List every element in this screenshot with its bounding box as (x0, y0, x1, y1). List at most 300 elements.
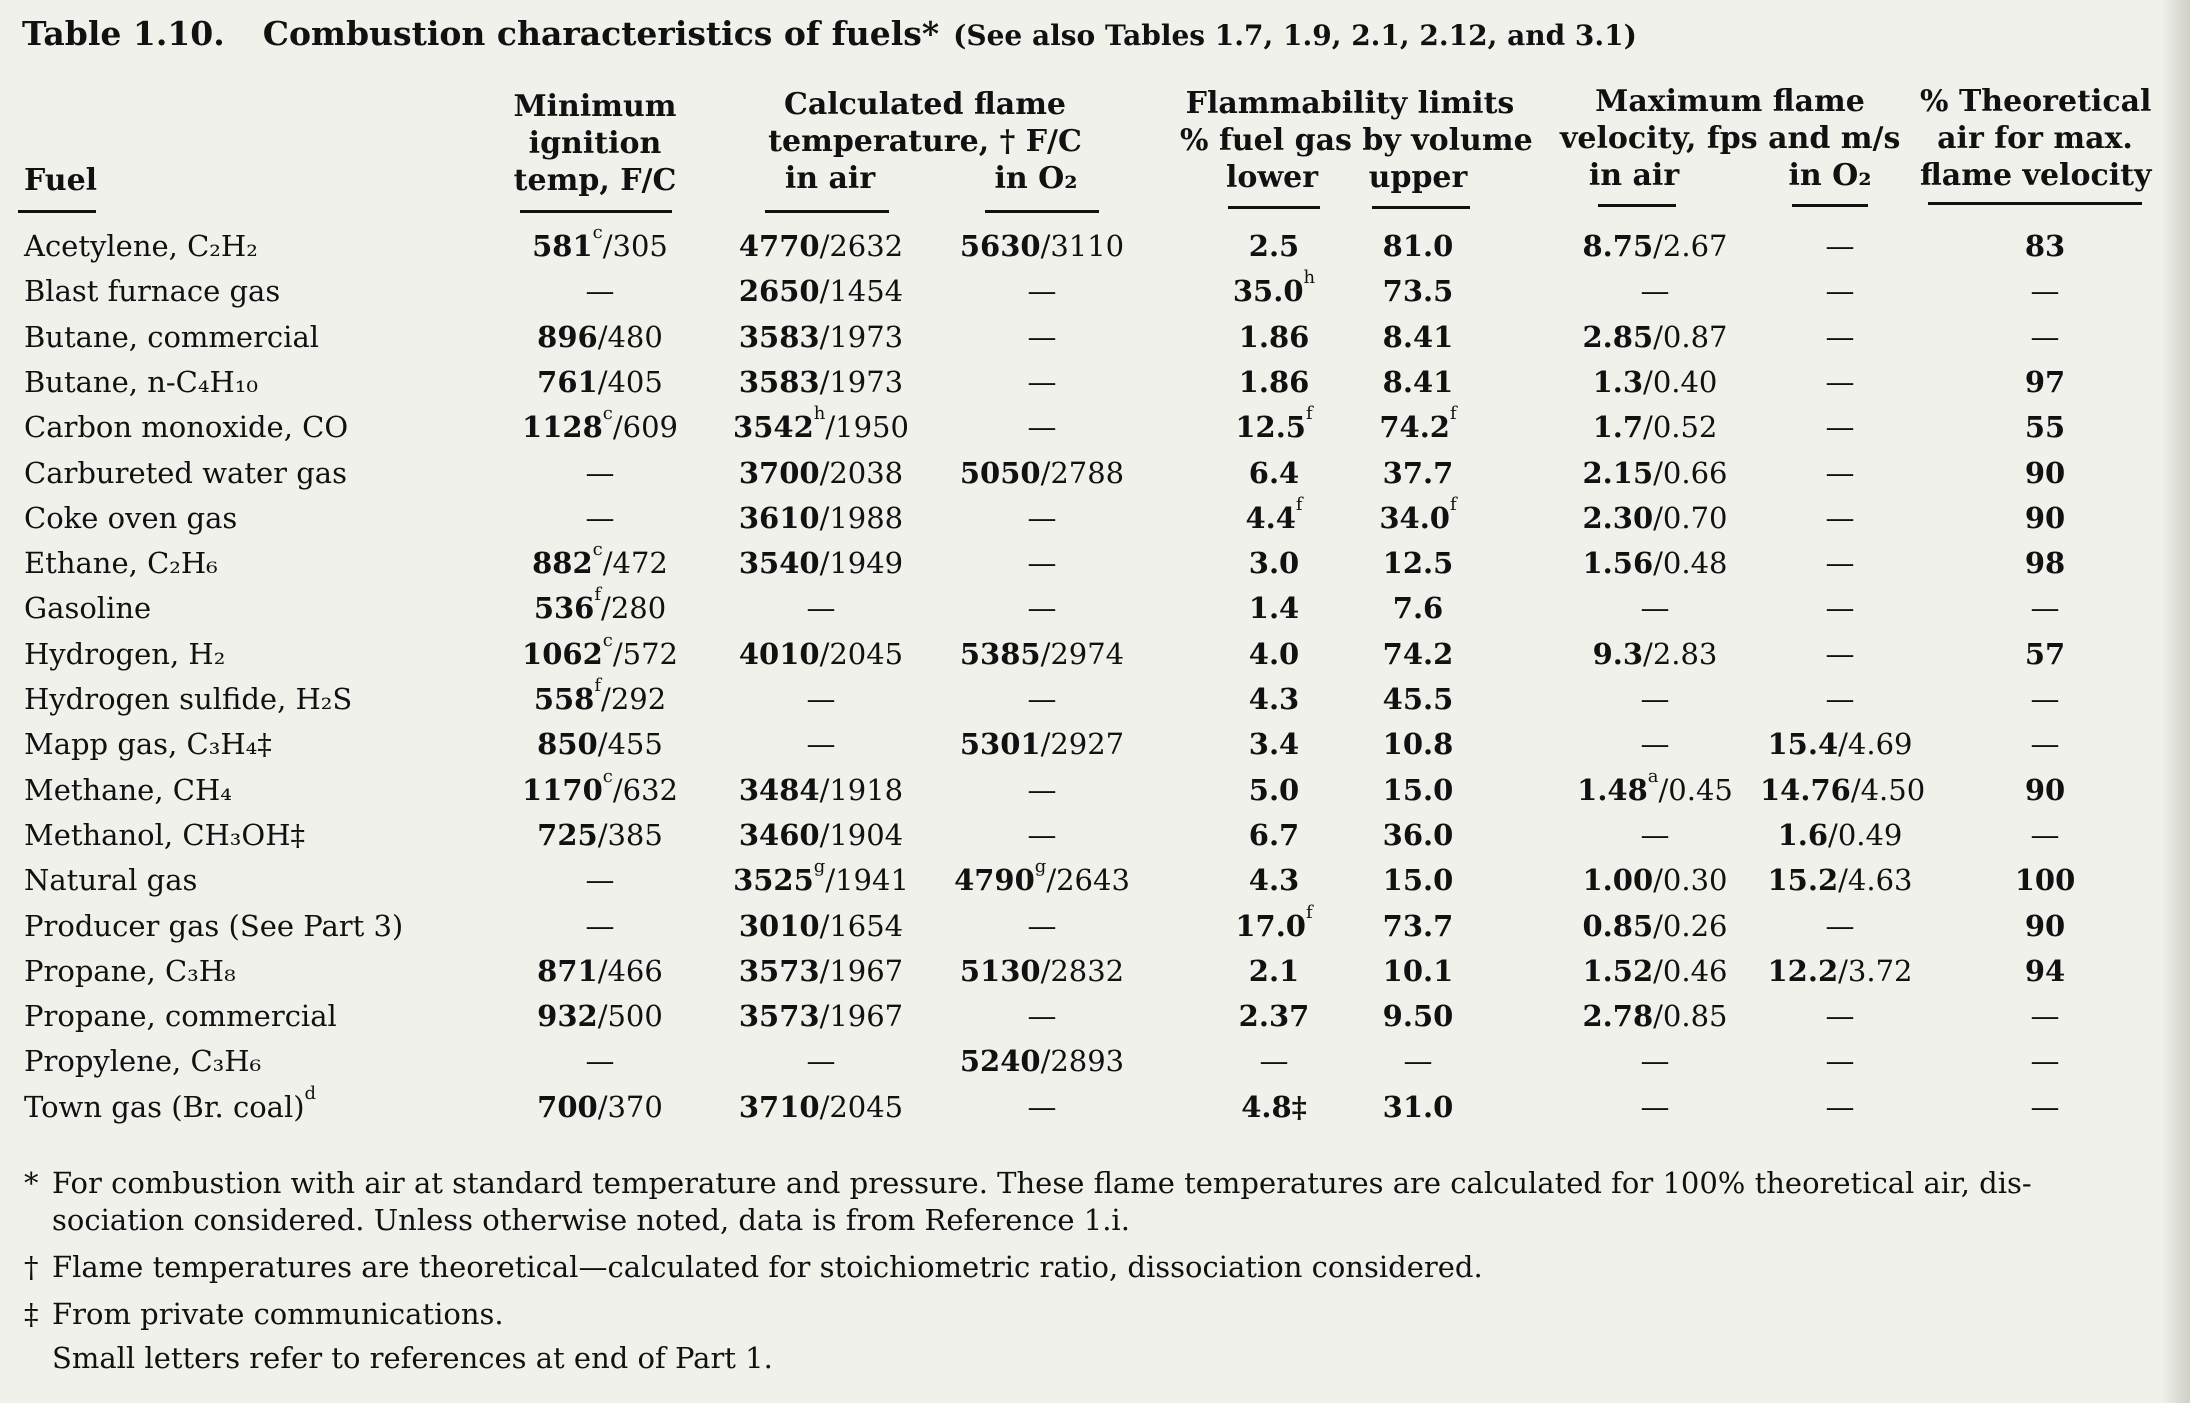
flame-temp-o2-cell (942, 588, 1142, 628)
flamm-upper-cell (1362, 634, 1474, 674)
table-number: Table 1.10. (22, 14, 225, 53)
velocity-o2-cell (1760, 498, 1920, 538)
flamm-upper-cell-reference: f (1449, 403, 1457, 425)
flame-temp-o2-cell-value: 5301 (959, 727, 1041, 762)
ignition-temp-cell (510, 403, 690, 447)
ignition-temp-cell-value: 536 (533, 591, 595, 626)
ignition-temp-cell-metric: /280 (601, 591, 667, 626)
ignition-temp-cell-reference: c (602, 765, 613, 787)
flamm-lower-cell-value: 1.86 (1238, 364, 1310, 399)
theoretical-air-cell (1990, 770, 2100, 810)
velocity-o2-cell (1760, 407, 1920, 447)
velocity-o2-cell (1760, 679, 1920, 719)
flamm-upper-cell-value: 37.7 (1382, 455, 1454, 490)
header-flame-line2: temperature, † F/C (768, 124, 1082, 159)
fuel-label: Carbureted water gas (24, 455, 347, 490)
velocity-o2-cell-value: 1.6 (1777, 817, 1829, 852)
theoretical-air-cell-value: — (2030, 1044, 2060, 1079)
flame-temp-o2-cell-metric: /2643 (1046, 863, 1130, 898)
velocity-air-cell-metric: /0.70 (1653, 500, 1728, 535)
theoretical-air-cell (1990, 588, 2100, 628)
ignition-temp-cell-metric: /305 (602, 229, 668, 263)
flamm-upper-cell-value: 81.0 (1382, 229, 1454, 263)
theoretical-air-cell-value: 55 (2024, 410, 2066, 445)
flame-temp-air-cell (718, 226, 924, 266)
table-title-text: Combustion characteristics of fuels* (262, 14, 940, 53)
header-flamm-upper: upper (1368, 160, 1468, 195)
theoretical-air-cell-value: — (2030, 1089, 2060, 1124)
flamm-upper-cell (1362, 588, 1474, 628)
flame-temp-air-cell (718, 1087, 924, 1127)
velocity-o2-cell-value: — (1825, 546, 1855, 581)
velocity-air-cell-value: — (1640, 591, 1670, 626)
velocity-air-cell-value: — (1640, 274, 1670, 309)
footnote-star-line1: For combustion with air at standard temperature and pressure. These flame temperatures are calculated for 100% theoretical air, dis- (52, 1166, 2032, 1200)
flame-temp-air-cell (718, 317, 924, 357)
velocity-o2-cell (1760, 543, 1920, 583)
theoretical-air-cell (1990, 996, 2100, 1036)
flame-temp-o2-cell-value: — (1027, 1089, 1057, 1124)
velocity-air-cell (1555, 679, 1755, 719)
fuel-name (24, 996, 337, 1036)
header-velocity (1560, 83, 1900, 157)
ignition-temp-cell-value: — (585, 500, 615, 535)
velocity-air-cell (1555, 498, 1755, 538)
flame-temp-air-cell-metric: /1988 (819, 500, 904, 535)
flamm-lower-cell-value: 17.0 (1235, 908, 1306, 943)
footnote-star (24, 1165, 2032, 1201)
fuel-name (24, 634, 225, 674)
flame-temp-o2-cell (942, 634, 1142, 674)
ignition-temp-cell-value: — (585, 274, 615, 309)
velocity-air-cell (1555, 271, 1755, 311)
fuel-label: Propane, commercial (24, 999, 337, 1034)
ignition-temp-cell-reference: f (594, 675, 602, 696)
ignition-temp-cell-metric: /466 (597, 953, 663, 988)
flame-temp-air-cell-metric: /1454 (819, 274, 904, 309)
ignition-temp-cell-value: 1062 (522, 636, 603, 671)
header-ignition (500, 88, 690, 199)
ignition-temp-cell-metric: /480 (597, 319, 663, 354)
flame-temp-o2-cell-value: — (1027, 682, 1057, 716)
flamm-lower-cell-value: 1.86 (1238, 319, 1310, 354)
flamm-upper-cell-value: 12.5 (1382, 546, 1454, 581)
flame-temp-air-cell-metric: /2038 (819, 455, 904, 490)
flame-temp-o2-cell (942, 1041, 1142, 1081)
header-rule-vel-o2 (1792, 204, 1868, 207)
flame-temp-o2-cell-value: — (1027, 410, 1057, 445)
velocity-air-cell-metric: /0.26 (1653, 908, 1728, 943)
ignition-temp-cell-value: 932 (537, 999, 598, 1034)
fuel-name (24, 906, 403, 946)
ignition-temp-cell (510, 271, 690, 311)
ignition-temp-cell (510, 539, 690, 583)
flamm-lower-cell-value: 2.37 (1238, 999, 1310, 1034)
fuel-label: Methane, CH₄ (24, 772, 232, 807)
fuel-label: Natural gas (24, 863, 198, 898)
fuel-name (24, 860, 197, 900)
fuel-name (24, 407, 348, 447)
velocity-o2-cell-value: — (1825, 1044, 1855, 1079)
theoretical-air-cell-value: 83 (2024, 229, 2066, 263)
flame-temp-air-cell-value: 4770 (738, 229, 820, 263)
fuel-name (24, 588, 151, 628)
flame-temp-air-cell-value: — (806, 591, 836, 626)
flamm-lower-cell-value: 3.0 (1248, 546, 1300, 581)
fuel-name (24, 951, 236, 991)
velocity-o2-cell-value: 15.4 (1767, 727, 1839, 762)
velocity-air-cell (1555, 1087, 1755, 1127)
velocity-air-cell (1555, 634, 1755, 674)
flame-temp-air-cell-value: 3573 (738, 953, 820, 988)
velocity-air-cell-metric: /0.30 (1653, 863, 1728, 898)
flame-temp-air-cell-value: 3542 (733, 410, 814, 445)
velocity-o2-cell-value: — (1825, 229, 1855, 263)
flame-temp-o2-cell (942, 453, 1142, 493)
flame-temp-air-cell (718, 815, 924, 855)
footnote-ddagger-text: From private communications. (52, 1297, 504, 1331)
flame-temp-o2-cell-value: 5050 (959, 455, 1041, 490)
theoretical-air-cell-value: — (2030, 817, 2060, 852)
flame-temp-air-cell-metric: /2045 (819, 1089, 904, 1124)
velocity-o2-cell-value: — (1825, 500, 1855, 535)
flamm-upper-cell-value: 8.41 (1382, 364, 1454, 399)
theoretical-air-cell (1990, 226, 2100, 266)
flame-temp-air-cell (718, 543, 924, 583)
flame-temp-o2-cell-value: 5385 (959, 636, 1041, 671)
velocity-air-cell-value: 2.78 (1582, 999, 1654, 1034)
velocity-air-cell-value: 2.15 (1582, 455, 1654, 490)
footnote-ddagger-mark: ‡ (24, 1297, 39, 1331)
velocity-air-cell-value: — (1640, 1089, 1670, 1124)
flame-temp-air-cell-metric: /2045 (819, 636, 904, 671)
ignition-temp-cell-metric: /472 (602, 546, 668, 581)
flamm-lower-cell (1222, 679, 1326, 719)
header-fuel: Fuel (24, 163, 98, 198)
header-theo-line3: flame velocity (1920, 158, 2152, 193)
ignition-temp-cell-reference: c (602, 403, 613, 425)
ignition-temp-cell (510, 724, 690, 764)
flame-temp-air-cell-metric: /1950 (825, 410, 909, 445)
flamm-upper-cell-value: 45.5 (1382, 682, 1454, 716)
flame-temp-o2-cell (942, 951, 1142, 991)
header-theoretical-air (1920, 83, 2150, 194)
flamm-upper-cell-value: 73.7 (1382, 908, 1454, 943)
ignition-temp-cell-value: 850 (537, 727, 598, 762)
velocity-air-cell-metric: /0.87 (1653, 319, 1728, 354)
flamm-upper-cell (1362, 453, 1474, 493)
header-theo-line1: % Theoretical (1920, 84, 2152, 119)
ignition-temp-cell-value: — (585, 863, 615, 898)
ignition-temp-cell-metric: /500 (597, 999, 663, 1034)
flame-temp-air-cell-value: 3573 (738, 999, 820, 1034)
fuel-reference: d (304, 1082, 317, 1104)
flame-temp-air-cell (718, 770, 924, 810)
flamm-lower-cell-reference: f (1305, 403, 1313, 425)
flame-temp-air-cell-metric: /1973 (819, 319, 904, 354)
flamm-upper-cell (1362, 724, 1474, 764)
theoretical-air-cell-value: — (2030, 319, 2060, 354)
fuel-name (24, 453, 347, 493)
ignition-temp-cell-value: 882 (532, 546, 593, 581)
flame-temp-air-cell-metric: /1949 (819, 546, 904, 581)
flamm-lower-cell-value: 4.8‡ (1241, 1089, 1307, 1124)
velocity-o2-cell-value: 14.76 (1760, 772, 1851, 807)
flame-temp-air-cell-value: 3540 (738, 546, 820, 581)
velocity-o2-cell (1760, 724, 1920, 764)
velocity-air-cell (1555, 996, 1755, 1036)
ignition-temp-cell (510, 222, 690, 266)
flame-temp-air-cell-metric: /1918 (819, 772, 904, 807)
flame-temp-air-cell-value: 3710 (738, 1089, 820, 1124)
theoretical-air-cell (1990, 543, 2100, 583)
flamm-lower-cell (1222, 543, 1326, 583)
flamm-lower-cell-value: 4.0 (1248, 636, 1300, 671)
flamm-lower-cell (1222, 996, 1326, 1036)
flamm-lower-cell (1222, 815, 1326, 855)
velocity-o2-cell-value: — (1825, 319, 1855, 354)
flame-temp-air-cell-value: — (806, 727, 836, 762)
flamm-upper-cell (1362, 679, 1474, 719)
velocity-air-cell-value: — (1640, 817, 1670, 852)
velocity-air-cell-metric: /0.85 (1653, 999, 1728, 1034)
flame-temp-o2-cell (942, 856, 1142, 900)
ignition-temp-cell (510, 815, 690, 855)
fuel-name (24, 1041, 261, 1081)
flamm-upper-cell (1362, 770, 1474, 810)
flamm-upper-cell (1362, 1041, 1474, 1081)
ignition-temp-cell-metric: /632 (612, 772, 678, 807)
flame-temp-air-cell (718, 996, 924, 1036)
velocity-o2-cell (1760, 996, 1920, 1036)
velocity-o2-cell (1760, 1087, 1920, 1127)
flame-temp-o2-cell-value: 5240 (959, 1044, 1041, 1079)
velocity-air-cell (1555, 765, 1755, 810)
flamm-lower-cell-value: 6.4 (1248, 455, 1300, 490)
velocity-o2-cell (1760, 271, 1920, 311)
flame-temp-o2-cell-value: 5130 (959, 953, 1041, 988)
flame-temp-air-cell (718, 856, 924, 900)
flame-temp-air-cell-value: 3525 (733, 863, 814, 898)
fuel-name (24, 770, 232, 810)
flame-temp-o2-cell (942, 1087, 1142, 1127)
flamm-lower-cell-value: 4.4 (1245, 500, 1296, 535)
velocity-o2-cell (1760, 770, 1926, 810)
header-rule-flame-o2 (985, 210, 1099, 213)
header-vel-line2: velocity, fps and m/s (1560, 121, 1901, 156)
flamm-upper-cell-value: 15.0 (1382, 863, 1454, 898)
flame-temp-air-cell-value: 3010 (738, 908, 820, 943)
fuel-name (24, 543, 218, 583)
velocity-o2-cell (1760, 1041, 1920, 1081)
theoretical-air-cell (1990, 724, 2100, 764)
theoretical-air-cell-value: 90 (2024, 500, 2066, 535)
fuel-label: Carbon monoxide, CO (24, 410, 349, 445)
flame-temp-o2-cell-value: — (1027, 591, 1057, 626)
velocity-air-cell (1555, 724, 1755, 764)
flamm-upper-cell-value: 10.8 (1382, 727, 1454, 762)
velocity-air-cell (1555, 226, 1755, 266)
velocity-o2-cell-value: — (1825, 908, 1855, 943)
flamm-upper-cell-value: 74.2 (1379, 410, 1450, 445)
velocity-air-cell-metric: /2.67 (1653, 229, 1728, 263)
flame-temp-o2-cell-value: 5630 (959, 229, 1041, 263)
footnote-star-line2: sociation considered. Unless otherwise noted, data is from Reference 1.i. (52, 1203, 1130, 1237)
fuel-name (24, 815, 305, 855)
footnote-star-mark: * (24, 1166, 39, 1200)
ignition-temp-cell-metric: /572 (612, 636, 678, 671)
flamm-upper-cell-value: — (1403, 1044, 1433, 1079)
header-theo-line2: air for max. (1937, 121, 2133, 156)
header-flamm-line2: % fuel gas by volume (1180, 123, 1533, 158)
footnote-dagger (24, 1249, 1483, 1285)
flame-temp-air-cell (718, 634, 924, 674)
header-ignition-line2: ignition (528, 126, 662, 161)
flame-temp-o2-cell (942, 407, 1142, 447)
flame-temp-o2-cell (942, 679, 1142, 719)
flame-temp-air-cell-value: 4010 (738, 636, 820, 671)
header-rule-ignition (520, 210, 672, 213)
flame-temp-o2-cell-value: — (1027, 817, 1057, 852)
flamm-upper-cell-value: 34.0 (1379, 500, 1450, 535)
velocity-air-cell-metric: /2.83 (1643, 636, 1718, 671)
flame-temp-o2-cell (942, 815, 1142, 855)
flame-temp-air-cell (718, 724, 924, 764)
flamm-lower-cell-value: 2.5 (1248, 229, 1300, 263)
flamm-upper-cell-value: 7.6 (1392, 591, 1444, 626)
header-rule-vel-air (1598, 204, 1676, 207)
flame-temp-o2-cell-metric: /2927 (1040, 727, 1125, 762)
ignition-temp-cell (510, 1041, 690, 1081)
ignition-temp-cell-reference: c (592, 222, 603, 243)
flamm-lower-cell (1222, 226, 1326, 266)
flamm-upper-cell-value: 10.1 (1382, 953, 1454, 988)
velocity-air-cell (1555, 815, 1755, 855)
ignition-temp-cell-value: 1128 (522, 410, 603, 445)
fuel-name (24, 317, 319, 357)
flamm-lower-cell-value: 2.1 (1248, 953, 1300, 988)
flame-temp-air-cell-value: — (806, 1044, 836, 1079)
velocity-air-cell-metric: /0.66 (1653, 455, 1728, 490)
velocity-air-cell-metric: /0.52 (1643, 410, 1718, 445)
velocity-air-cell-value: — (1640, 1044, 1670, 1079)
flamm-lower-cell (1222, 403, 1326, 447)
velocity-o2-cell-value: — (1825, 455, 1855, 490)
flame-temp-air-cell-value: 3610 (738, 500, 820, 535)
flame-temp-air-cell (718, 362, 924, 402)
flame-temp-air-cell-reference: h (813, 403, 826, 425)
header-flame-air: in air (784, 161, 876, 196)
header-flamm-line1: Flammability limits (1185, 86, 1515, 121)
footnote-dagger-text: Flame temperatures are theoretical—calculated for stoichiometric ratio, dissociation considered. (52, 1250, 1483, 1284)
velocity-o2-cell (1760, 906, 1920, 946)
flamm-upper-cell-value: 15.0 (1382, 772, 1454, 807)
fuel-name (24, 724, 272, 764)
flame-temp-air-cell-value: 2650 (738, 274, 820, 309)
velocity-o2-cell-value: — (1825, 1089, 1855, 1124)
footnote-ddagger (24, 1296, 504, 1332)
velocity-air-cell-value: 1.7 (1592, 410, 1644, 445)
ignition-temp-cell (510, 498, 690, 538)
header-rule-flamm-upper (1372, 206, 1470, 209)
theoretical-air-cell (1990, 1041, 2100, 1081)
flame-temp-o2-cell-metric: /2788 (1040, 455, 1125, 490)
flame-temp-o2-cell (942, 271, 1142, 311)
ignition-temp-cell (510, 906, 690, 946)
velocity-o2-cell (1760, 860, 1920, 900)
ignition-temp-cell-reference: f (594, 584, 602, 606)
flame-temp-air-cell (718, 679, 924, 719)
flame-temp-o2-cell-value: — (1027, 319, 1057, 354)
theoretical-air-cell (1990, 407, 2100, 447)
velocity-o2-cell-value: — (1825, 682, 1855, 716)
flamm-lower-cell (1222, 860, 1326, 900)
flamm-upper-cell-value: 74.2 (1382, 636, 1454, 671)
ignition-temp-cell-reference: c (592, 539, 603, 561)
velocity-air-cell (1555, 317, 1755, 357)
ignition-temp-cell (510, 1087, 690, 1127)
fuel-label: Hydrogen, H₂ (24, 636, 226, 671)
flame-temp-air-cell (718, 498, 924, 538)
flame-temp-o2-cell (942, 317, 1142, 357)
flame-temp-o2-cell (942, 498, 1142, 538)
ignition-temp-cell-metric: /455 (597, 727, 663, 762)
theoretical-air-cell (1990, 317, 2100, 357)
flamm-lower-cell-value: 35.0 (1232, 274, 1304, 309)
fuel-name (24, 362, 258, 402)
flamm-upper-cell (1362, 815, 1474, 855)
flame-temp-o2-cell-value: 4790 (954, 863, 1035, 898)
velocity-air-cell-metric: /0.48 (1653, 546, 1728, 581)
ignition-temp-cell (510, 996, 690, 1036)
velocity-air-cell-value: 1.52 (1582, 953, 1654, 988)
velocity-air-cell-value: 1.3 (1592, 364, 1644, 399)
ignition-temp-cell (510, 629, 690, 674)
header-rule-fuel (18, 210, 96, 213)
flame-temp-air-cell-value: — (806, 682, 836, 716)
flamm-lower-cell (1222, 901, 1326, 946)
header-rule-theo (1928, 202, 2142, 205)
flamm-upper-cell (1362, 1087, 1474, 1127)
fuel-label: Methanol, CH₃OH‡ (24, 817, 305, 852)
see-also-note: (See also Tables 1.7, 1.9, 2.1, 2.12, and 3.1) (953, 19, 1637, 52)
theoretical-air-cell-value: 100 (2014, 863, 2076, 898)
velocity-air-cell (1555, 362, 1755, 402)
flamm-upper-cell-reference: f (1449, 493, 1457, 515)
flame-temp-o2-cell-value: — (1027, 364, 1057, 399)
flame-temp-air-cell (718, 403, 924, 447)
theoretical-air-cell-value: 94 (2024, 953, 2066, 988)
velocity-o2-cell-metric: /4.50 (1850, 772, 1926, 807)
theoretical-air-cell (1990, 679, 2100, 719)
theoretical-air-cell-value: — (2030, 591, 2060, 626)
velocity-air-cell (1555, 860, 1755, 900)
flame-temp-air-cell-value: 3460 (738, 817, 820, 852)
fuel-label: Acetylene, C₂H₂ (24, 229, 258, 263)
flame-temp-o2-cell-value: — (1027, 274, 1057, 309)
fuel-name (24, 1082, 317, 1127)
velocity-air-cell-value: 2.30 (1582, 500, 1654, 535)
flame-temp-air-cell-metric: /2632 (819, 229, 904, 263)
theoretical-air-cell (1990, 634, 2100, 674)
flamm-lower-cell-reference: h (1303, 267, 1316, 289)
flame-temp-o2-cell-metric: /2832 (1040, 953, 1125, 988)
flamm-upper-cell-value: 36.0 (1382, 817, 1454, 852)
flame-temp-air-cell-metric: /1973 (819, 364, 904, 399)
flamm-lower-cell-value: — (1259, 1044, 1289, 1079)
ignition-temp-cell-value: 725 (537, 817, 598, 852)
velocity-o2-cell-metric: /4.63 (1838, 863, 1913, 898)
